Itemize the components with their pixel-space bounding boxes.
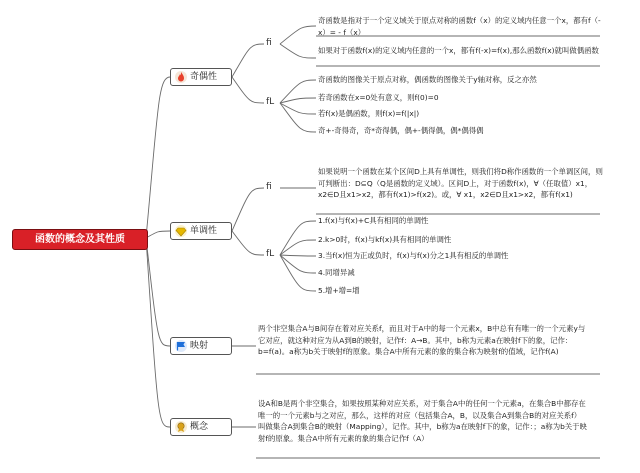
flag-icon: [175, 340, 187, 352]
topic-label: 映射: [190, 341, 209, 351]
text-item: 若f(x)是偶函数，则f(x)=f(|x|): [318, 109, 420, 118]
text-item: 若奇函数在x=0处有意义，则f(0)=0: [318, 93, 439, 102]
text-item: 2.k>0时，f(x)与kf(x)具有相同的单调性: [318, 235, 452, 244]
topic-parity[interactable]: [170, 68, 232, 86]
text-item: 奇+-奇得奇，奇*奇得偶，偶+-偶得偶，偶*偶得偶: [318, 126, 484, 135]
text-item: 3.当f(x)恒为正或负时，f(x)与f(x)分之1具有相反的单调性: [318, 251, 509, 260]
text-item: 如果说明一个函数在某个区间D上具有单调性，则我们将D称作函数的一个单调区间，则可判断出：D⊆Q（Q是函数的定义域）。区间D上，对于函数f(x)，∀（任取值）x1，x2∈D且x1>x2，都有f(x1)>f(x2)。或，∀ x1，x2∈D且x1>x2，都有f(x1): [318, 167, 603, 199]
text-item: 如果对于函数f(x)的定义域内任意的一个x，都有f(-x)=f(x),那么函数f(x)就叫做偶函数: [318, 46, 599, 55]
fire-icon: [175, 71, 187, 83]
sub-label-definition: fi: [266, 182, 272, 192]
topic-label: 概念: [190, 422, 209, 432]
sub-label-properties: fL: [266, 249, 275, 259]
sub-label-definition: fi: [266, 38, 272, 48]
topic-monotonicity[interactable]: [170, 222, 232, 240]
topic-label: 单调性: [190, 226, 218, 236]
topic-concept[interactable]: [170, 418, 232, 436]
text-item: 两个非空集合A与B间存在着对应关系f，而且对于A中的每一个元素x，B中总有有唯一的一个元素y与它对应，就这种对应为从A到B的映射，记作f：A→B。其中，b称为元素a在映射f下的象，记作：b=f(a)。a称为b关于映射f的原象。集合A中所有元素的象的集合称为映射f的值域，记作f(A): [258, 324, 586, 356]
text-item: 5.增+增=增: [318, 286, 360, 295]
diamond-icon: [175, 225, 187, 237]
text-item: 1.f(x)与f(x)+C具有相同的单调性: [318, 216, 429, 225]
medal-icon: [175, 421, 187, 433]
text-item: 奇函数的图像关于原点对称，偶函数的图像关于y轴对称，反之亦然: [318, 75, 537, 84]
text-item: 设A和B是两个非空集合，如果按照某种对应关系，对于集合A中的任何一个元素a，在集合B中都存在唯一的一个元素b与之对应，那么，这样的对应（包括集合A，B，以及集合A到集合B的对应关系f）叫做集合A到集合B的映射（Mapping），记作。其中，b称为a在映射f下的象，记作：；a称为b关于映射f的原象。集合A中所有元素的象的集合记作f（A）: [258, 399, 587, 443]
sub-label-properties: fL: [266, 97, 275, 107]
topic-label: 奇偶性: [190, 72, 218, 82]
text-item: 奇函数是指对于一个定义域关于原点对称的函数f（x）的定义域内任意一个x，都有f（-x）= - f（x）: [318, 16, 601, 37]
topic-mapping[interactable]: [170, 337, 232, 355]
root-node[interactable]: 函数的概念及其性质: [12, 229, 148, 250]
text-item: 4.同增异减: [318, 268, 355, 277]
